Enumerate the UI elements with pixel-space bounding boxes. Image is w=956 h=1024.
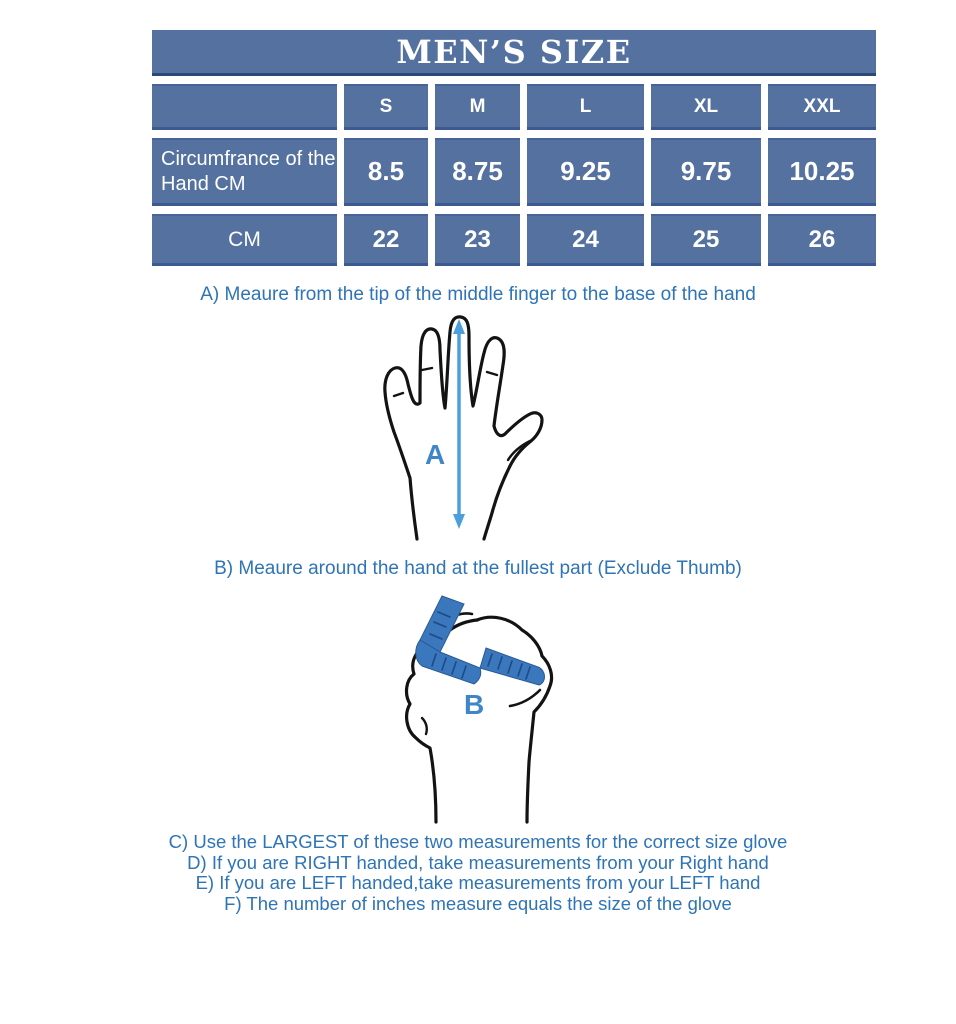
instruction-f: F) The number of inches measure equals the size of the glove: [224, 892, 732, 914]
instruction-e: E) If you are LEFT handed,take measurements from your LEFT hand: [195, 872, 761, 893]
figure-a-label: A: [425, 439, 446, 470]
circumference-value-xxl: 10.25: [768, 138, 876, 206]
instruction-c: C) Use the LARGEST of these two measurements for the correct size glove: [168, 831, 788, 852]
circumference-value-l: 9.25: [527, 138, 644, 206]
cm-value-s: 22: [344, 214, 428, 266]
row-label-cm: CM: [152, 214, 337, 266]
circumference-value-m: 8.75: [435, 138, 520, 206]
column-header-s: S: [344, 84, 428, 130]
instruction-b: B) Meaure around the hand at the fullest part (Exclude Thumb): [214, 558, 742, 579]
cm-value-xxl: 26: [768, 214, 876, 266]
column-header-l: L: [527, 84, 644, 130]
hand-outline-icon: [385, 317, 542, 539]
hand-length-measure-illustration: [370, 308, 570, 548]
measure-arrow-icon: [453, 319, 465, 529]
cm-value-l: 24: [527, 214, 644, 266]
measuring-tape-icon: [416, 596, 545, 685]
figure-b-label: B: [464, 689, 485, 720]
cm-value-xl: 25: [651, 214, 761, 266]
table-title: MEN’S SIZE: [152, 30, 876, 76]
circumference-value-xl: 9.75: [651, 138, 761, 206]
row-label-circumference: Circumfrance of the Hand CM: [152, 138, 337, 206]
instruction-d: D) If you are RIGHT handed, take measurements from your Right hand: [187, 851, 769, 873]
column-header-m: M: [435, 84, 520, 130]
instruction-a: A) Meaure from the tip of the middle finger to the base of the hand: [200, 284, 756, 305]
column-header-xl: XL: [651, 84, 761, 130]
fist-circumference-measure-illustration: [392, 590, 582, 830]
circumference-value-s: 8.5: [344, 138, 428, 206]
cm-value-m: 23: [435, 214, 520, 266]
corner-cell: [152, 84, 337, 130]
column-header-xxl: XXL: [768, 84, 876, 130]
mens-size-table: [152, 30, 876, 266]
instructions-block: [0, 832, 956, 914]
size-table-grid: [152, 84, 876, 266]
